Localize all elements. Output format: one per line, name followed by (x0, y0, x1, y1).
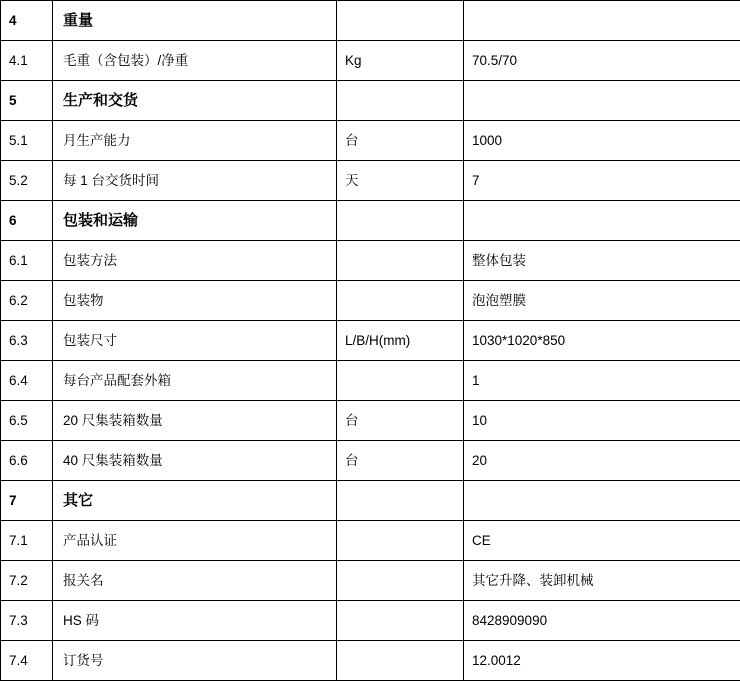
cell-unit: 天 (337, 161, 464, 201)
cell-number: 7.4 (1, 641, 53, 681)
cell-unit (337, 201, 464, 241)
cell-item: 包装尺寸 (53, 321, 337, 361)
cell-value: 10 (464, 401, 740, 441)
cell-number: 7.1 (1, 521, 53, 561)
cell-value: 其它升降、装卸机械 (464, 561, 740, 601)
cell-value: 1000 (464, 121, 740, 161)
table-row (1, 561, 740, 601)
cell-value: 20 (464, 441, 740, 481)
table-row (1, 361, 740, 401)
table-body (1, 1, 740, 681)
cell-unit: 台 (337, 121, 464, 161)
cell-number: 7.3 (1, 601, 53, 641)
table-row (1, 641, 740, 681)
cell-value (464, 481, 740, 521)
cell-unit: 台 (337, 441, 464, 481)
cell-number: 6.3 (1, 321, 53, 361)
cell-value (464, 1, 740, 41)
cell-value (464, 201, 740, 241)
cell-item: HS 码 (53, 601, 337, 641)
cell-item: 重量 (53, 1, 337, 41)
cell-item: 报关名 (53, 561, 337, 601)
cell-unit (337, 521, 464, 561)
cell-item: 订货号 (53, 641, 337, 681)
cell-unit (337, 641, 464, 681)
cell-number: 6.5 (1, 401, 53, 441)
table-row (1, 121, 740, 161)
table-row (1, 241, 740, 281)
cell-item: 包装方法 (53, 241, 337, 281)
cell-value: 8428909090 (464, 601, 740, 641)
cell-item: 每 1 台交货时间 (53, 161, 337, 201)
table-row (1, 321, 740, 361)
cell-unit: L/B/H(mm) (337, 321, 464, 361)
table-row (1, 441, 740, 481)
cell-unit (337, 281, 464, 321)
cell-number: 6.6 (1, 441, 53, 481)
cell-value: 1 (464, 361, 740, 401)
cell-unit (337, 1, 464, 41)
cell-value: 70.5/70 (464, 41, 740, 81)
cell-number: 5.1 (1, 121, 53, 161)
cell-item: 生产和交货 (53, 81, 337, 121)
cell-unit (337, 361, 464, 401)
cell-value: 整体包装 (464, 241, 740, 281)
cell-item: 每台产品配套外箱 (53, 361, 337, 401)
cell-number: 6.4 (1, 361, 53, 401)
cell-value: 12.0012 (464, 641, 740, 681)
table-row (1, 601, 740, 641)
cell-unit (337, 81, 464, 121)
table-row (1, 521, 740, 561)
cell-number: 7.2 (1, 561, 53, 601)
table-row (1, 401, 740, 441)
cell-value: CE (464, 521, 740, 561)
cell-item: 20 尺集装箱数量 (53, 401, 337, 441)
table-row (1, 1, 740, 41)
cell-item: 其它 (53, 481, 337, 521)
cell-number: 7 (1, 481, 53, 521)
cell-item: 月生产能力 (53, 121, 337, 161)
cell-value: 7 (464, 161, 740, 201)
table-row (1, 81, 740, 121)
cell-number: 4.1 (1, 41, 53, 81)
table-row (1, 481, 740, 521)
cell-item: 包装和运输 (53, 201, 337, 241)
table-row (1, 201, 740, 241)
table-row (1, 41, 740, 81)
cell-number: 6.2 (1, 281, 53, 321)
cell-value (464, 81, 740, 121)
cell-unit (337, 241, 464, 281)
cell-item: 40 尺集装箱数量 (53, 441, 337, 481)
table-row (1, 161, 740, 201)
cell-unit (337, 601, 464, 641)
cell-number: 4 (1, 1, 53, 41)
table-row (1, 281, 740, 321)
cell-unit: Kg (337, 41, 464, 81)
cell-unit (337, 481, 464, 521)
cell-item: 产品认证 (53, 521, 337, 561)
cell-unit (337, 561, 464, 601)
cell-number: 6.1 (1, 241, 53, 281)
cell-item: 毛重（含包装）/净重 (53, 41, 337, 81)
cell-number: 5 (1, 81, 53, 121)
cell-value: 1030*1020*850 (464, 321, 740, 361)
cell-number: 5.2 (1, 161, 53, 201)
cell-number: 6 (1, 201, 53, 241)
cell-unit: 台 (337, 401, 464, 441)
cell-item: 包装物 (53, 281, 337, 321)
cell-value: 泡泡塑膜 (464, 281, 740, 321)
